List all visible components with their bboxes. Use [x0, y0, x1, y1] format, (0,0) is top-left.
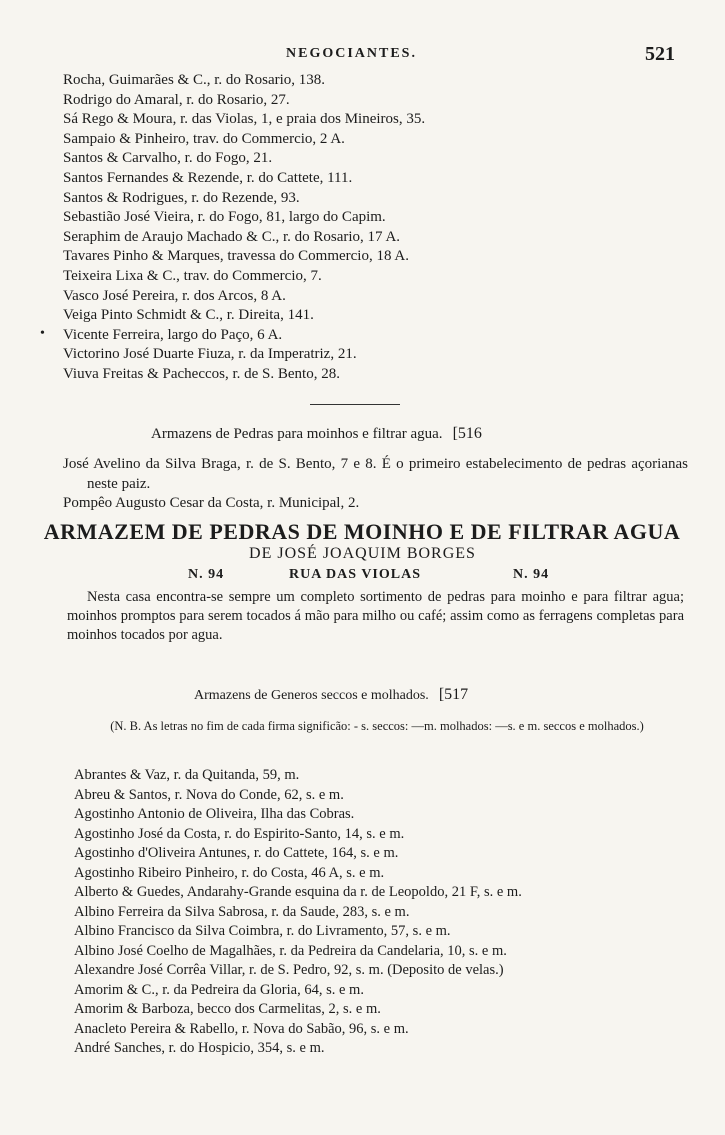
section-note: (N. B. As letras no fim de cada firma significão: - s. seccos: —m. molhados: —s. e m. seccos e molhados.) — [110, 719, 644, 733]
running-title: NEGOCIANTES. — [286, 46, 417, 61]
list-item: Agostinho Ribeiro Pinheiro, r. do Costa, 46 A, s. e m. — [74, 864, 385, 881]
list-item: Veiga Pinto Schmidt & C., r. Direita, 141. — [63, 307, 314, 324]
section-title: Armazens de Pedras para moinhos e filtrar agua. — [151, 426, 443, 442]
merchant-list — [63, 71, 693, 385]
list-item: Agostinho Antonio de Oliveira, Ilha das Cobras. — [74, 806, 355, 822]
list-item: Santos & Rodrigues, r. do Rezende, 93. — [63, 189, 300, 206]
list-item: Alberto & Guedes, Andarahy-Grande esquina da r. de Leopoldo, 21 F, s. e m. — [74, 884, 522, 900]
list-item: Seraphim de Araujo Machado & C., r. do Rosario, 17 A. — [63, 228, 401, 245]
list-item: Amorim & C., r. da Pedreira da Gloria, 64, s. e m. — [74, 981, 364, 998]
list-item: Agostinho d'Oliveira Antunes, r. do Cattete, 164, s. e m. — [74, 845, 399, 861]
section-number: [517 — [438, 686, 469, 703]
page-number: 521 — [645, 43, 675, 65]
section-number: [516 — [452, 425, 482, 442]
advert-subtitle: DE JOSÉ JOAQUIM BORGES — [249, 545, 476, 562]
list-item: Sampaio & Pinheiro, trav. do Commercio, 2 A. — [63, 130, 345, 147]
advert-body — [67, 588, 684, 645]
list-item: Abreu & Santos, r. Nova do Conde, 62, s. e m. — [74, 786, 344, 803]
section-heading — [194, 686, 468, 704]
list-item: José Avelino da Silva Braga, r. de S. Bento, 7 e 8. É o primeiro estabelecimento de pedras açorianas neste paiz. — [63, 456, 688, 492]
list-item: Pompêo Augusto Cesar da Costa, r. Municipal, 2. — [63, 495, 360, 512]
list-item: Vasco José Pereira, r. dos Arcos, 8 A. — [63, 287, 286, 304]
section-title: Armazens de Generos seccos e molhados. — [194, 688, 429, 703]
section-entries — [63, 455, 688, 514]
list-item: Abrantes & Vaz, r. da Quitanda, 59, m. — [74, 767, 300, 783]
grocer-list — [74, 766, 704, 1059]
section-divider — [310, 404, 400, 405]
advert-address-right: N. 94 — [513, 567, 550, 582]
list-item: Tavares Pinho & Marques, travessa do Commercio, 18 A. — [63, 248, 409, 265]
margin-bullet: • — [40, 326, 45, 341]
list-item: Rodrigo do Amaral, r. do Rosario, 27. — [63, 91, 290, 108]
list-item: Alexandre José Corrêa Villar, r. de S. Pedro, 92, s. m. (Deposito de velas.) — [74, 962, 504, 978]
list-item: Amorim & Barboza, becco dos Carmelitas, 2, s. e m. — [74, 1001, 381, 1017]
list-item: Sá Rego & Moura, r. das Violas, 1, e praia dos Mineiros, 35. — [63, 111, 426, 128]
list-item: Teixeira Lixa & C., trav. do Commercio, 7. — [63, 267, 322, 284]
list-item: Santos Fernandes & Rezende, r. do Cattete, 111. — [63, 169, 353, 186]
section-heading — [151, 425, 482, 443]
list-item: Rocha, Guimarães & C., r. do Rosario, 138. — [63, 72, 326, 88]
page-header — [0, 43, 725, 70]
list-item: Albino José Coelho de Magalhães, r. da Pedreira da Candelaria, 10, s. e m. — [74, 942, 507, 959]
list-item: Albino Francisco da Silva Coimbra, r. do Livramento, 57, s. e m. — [74, 923, 451, 939]
list-item: André Sanches, r. do Hospicio, 354, s. e m. — [74, 1040, 325, 1056]
list-item: Santos & Carvalho, r. do Fogo, 21. — [63, 150, 273, 167]
list-item: Sebastião José Vieira, r. do Fogo, 81, largo do Capim. — [63, 209, 386, 226]
list-item: Viuva Freitas & Pacheccos, r. de S. Bento, 28. — [63, 365, 340, 382]
list-item: Victorino José Duarte Fiuza, r. da Imperatriz, 21. — [63, 346, 357, 363]
advert-paragraph: Nesta casa encontra-se sempre um completo sortimento de pedras para moinho e para filtrar agua; moinhos promptos para serem tocados á mão para milho ou café; assim como as ferragens completas para moinhos tocados por agua. — [67, 589, 684, 643]
advert-address-street: RUA DAS VIOLAS — [289, 567, 421, 582]
list-item: Agostinho José da Costa, r. do Espirito-Santo, 14, s. e m. — [74, 825, 405, 842]
list-item: Anacleto Pereira & Rabello, r. Nova do Sabão, 96, s. e m. — [74, 1020, 409, 1037]
list-item: Albino Ferreira da Silva Sabrosa, r. da Saude, 283, s. e m. — [74, 903, 410, 920]
advert-address-left: N. 94 — [188, 567, 225, 582]
advert-title: ARMAZEM DE PEDRAS DE MOINHO E DE FILTRAR AGUA — [43, 519, 681, 544]
list-item: Vicente Ferreira, largo do Paço, 6 A. — [63, 326, 283, 343]
